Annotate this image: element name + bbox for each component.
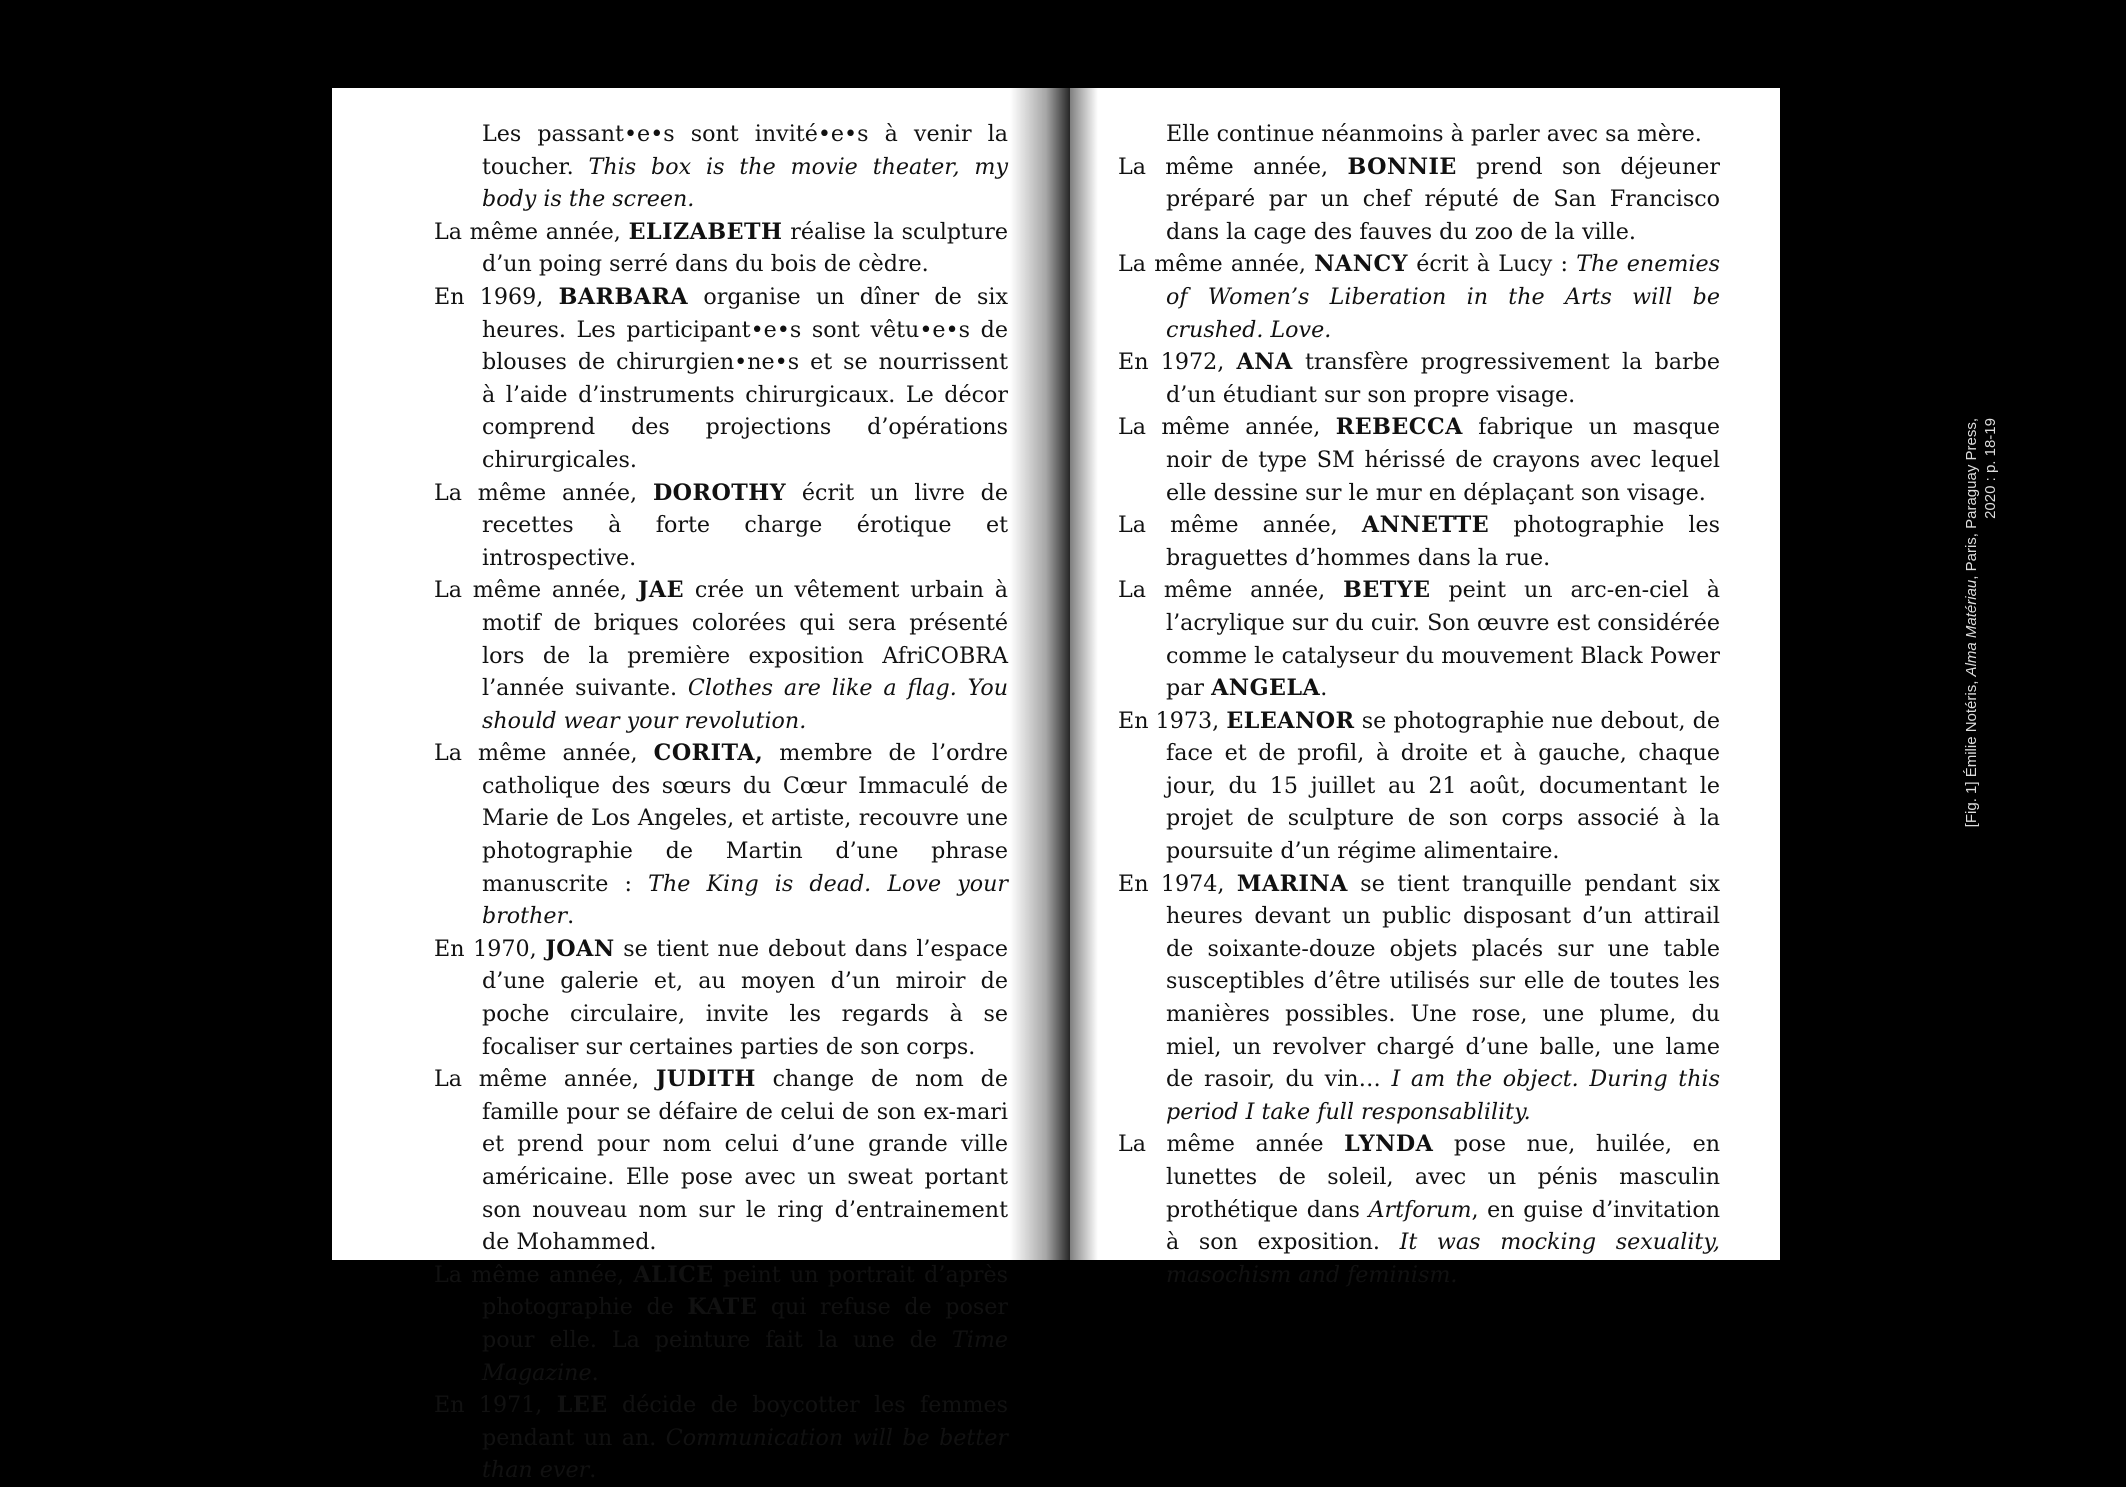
- entry-text: écrit à Lucy :: [1408, 251, 1577, 278]
- artist-name: ANNETTE: [1361, 512, 1490, 539]
- entry-text: prend son déjeuner préparé par un chef réputé de San Francisco dans la cage des fauves du zoo de la ville.: [1166, 153, 1720, 245]
- artist-name: BETYE: [1343, 577, 1431, 604]
- quote-text: Communication will be better than ever: [482, 1424, 1008, 1484]
- entry-text: En 1970,: [434, 935, 546, 962]
- timeline-entry: [434, 574, 1008, 737]
- timeline-entry: [434, 737, 1008, 933]
- entry-text: change de nom de famille pour se défaire de celui de son ex-mari et prend pour nom celui d’une grande ville américaine. Elle pose avec un sweat portant son nouveau nom sur le ring d’entrainement de Mohammed.: [482, 1066, 1008, 1256]
- timeline-entry: [1118, 151, 1720, 249]
- timeline-entry: [1118, 411, 1720, 509]
- entry-text: La même année,: [434, 740, 654, 767]
- entry-text: se tient nue debout dans l’espace d’une galerie et, au moyen d’un miroir de poche circulaire, invite les regards à se focaliser sur certaines parties de son corps.: [482, 935, 1008, 1060]
- entry-text: La même année,: [1118, 251, 1315, 278]
- entry-text: , en guise d’invitation à son exposition.: [1166, 1196, 1720, 1256]
- entry-text: La même année,: [1118, 577, 1344, 604]
- entry-text: fabrique un masque noir de type SM hérissé de crayons avec lequel elle dessine sur le mur en déplaçant son visage.: [1166, 414, 1720, 506]
- quote-text: The enemies of Women’s Liberation in the Arts will be crushed. Love.: [1166, 251, 1720, 343]
- quote-text: Time Magazine: [482, 1326, 1008, 1386]
- entry-text: La même année,: [434, 1066, 656, 1093]
- caption-prefix: [Fig. 1] Émilie Notéris,: [1963, 676, 1980, 828]
- entry-text: réalise la sculpture d’un poing serré dans du bois de cèdre.: [482, 218, 1008, 278]
- timeline-entry: [434, 1389, 1008, 1487]
- timeline-entry: [434, 933, 1008, 1063]
- entry-text: membre de l’ordre catholique des sœurs du Cœur Immaculé de Marie de Los Angeles, et artiste, recouvre une photographie de Martin d’une phrase manuscrite :: [482, 740, 1008, 897]
- timeline-entry: [1118, 346, 1720, 411]
- entry-text: .: [1320, 675, 1328, 702]
- artist-name: ELIZABETH: [628, 218, 783, 245]
- timeline-entry: [1118, 705, 1720, 868]
- entry-text: En 1973,: [1118, 707, 1227, 734]
- artist-name: CORITA,: [653, 740, 764, 767]
- entry-text: La même année: [1118, 1131, 1345, 1158]
- artist-name: LYNDA: [1344, 1131, 1434, 1158]
- timeline-entry: [434, 1063, 1008, 1259]
- artist-name: JOAN: [545, 935, 615, 962]
- quote-text: The King is dead. Love your brother: [482, 870, 1008, 930]
- quote-text: This box is the movie theater, my body is the screen.: [482, 153, 1009, 213]
- caption-suffix: , Paris, Paraguay Press, 2020 : p. 18-19: [1963, 418, 1999, 580]
- entry-text: se photographie nue debout, de face et de profil, à droite et à gauche, chaque jour, du 15 juillet au 21 août, documentant le projet de sculpture de son corps associé à la poursuite d’un régime alimentaire.: [1166, 707, 1720, 865]
- entry-text: La même année,: [1118, 414, 1336, 441]
- gutter-shadow: [1070, 88, 1098, 1260]
- entry-text: écrit un livre de recettes à forte charge érotique et introspective.: [482, 479, 1008, 571]
- artist-name: ALICE: [633, 1261, 714, 1288]
- right-page-text: [1118, 118, 1720, 1291]
- artist-name: JUDITH: [655, 1066, 756, 1093]
- artist-name: ELEANOR: [1226, 707, 1355, 734]
- entry-text: La même année,: [434, 218, 629, 245]
- caption-title: Alma Matériau: [1963, 579, 1980, 677]
- timeline-entry: [1118, 509, 1720, 574]
- entry-text: .: [589, 1457, 597, 1484]
- entry-text: se tient tranquille pendant six heures devant un public disposant d’un attirail de soixante-douze objets placés sur une table susceptibles d’être utilisés sur elle de toutes les manières possibles. Une rose, une plume, du miel, un revolver chargé d’une balle, une lame de rasoir, du vin…: [1166, 870, 1720, 1093]
- entry-text: photographie les braguettes d’hommes dans la rue.: [1166, 512, 1720, 571]
- artist-name: LEE: [556, 1392, 608, 1419]
- artist-name: KATE: [687, 1294, 758, 1321]
- entry-text: peint un portrait d’après photographie de: [482, 1261, 1008, 1321]
- timeline-entry: [1118, 868, 1720, 1129]
- artist-name: DOROTHY: [652, 479, 787, 506]
- left-page-text: [434, 118, 1008, 1487]
- artist-name: JAE: [637, 577, 684, 604]
- entry-text: La même année,: [434, 577, 638, 604]
- entry-text: La même année,: [1118, 512, 1362, 539]
- entry-text: En 1974,: [1118, 870, 1237, 897]
- entry-text: La même année,: [434, 479, 653, 506]
- right-page: [1070, 88, 1780, 1288]
- entry-text: La même année,: [1118, 153, 1348, 180]
- entry-text: peint un arc-en-ciel à l’acrylique sur du cuir. Son œuvre est considérée comme le catalyseur du mouvement Black Power par: [1166, 577, 1720, 702]
- timeline-entry: [1118, 574, 1720, 704]
- entry-text: .: [591, 1359, 599, 1386]
- figure-caption: [1962, 418, 2000, 838]
- gutter-shadow: [1010, 88, 1070, 1260]
- entry-text: La même année,: [434, 1261, 634, 1288]
- entry-text: Les passant•e•s sont invité•e•s à venir la toucher.: [482, 121, 1008, 180]
- quote-text: Clothes are like a flag. You should wear your revolution.: [482, 675, 1009, 734]
- artist-name: BONNIE: [1347, 153, 1457, 180]
- timeline-entry: [434, 477, 1008, 575]
- entry-text: En 1971,: [434, 1392, 557, 1419]
- entry-text: En 1969,: [434, 283, 559, 310]
- entry-text: pose nue, huilée, en lunettes de soleil, avec un pénis masculin prothétique dans: [1166, 1131, 1720, 1223]
- artist-name: ANA: [1236, 349, 1293, 376]
- entry-text: organise un dîner de six heures. Les participant•e•s sont vêtu•e•s de blouses de chirurgien•ne•s et se nourrissent à l’aide d’instruments chirurgicaux. Le décor comprend des projections d’opérations chirurgicales.: [482, 283, 1008, 473]
- continued-paragraph: [1118, 118, 1720, 151]
- quote-text: Artforum: [1368, 1196, 1472, 1223]
- continued-paragraph: [434, 118, 1008, 216]
- artist-name: BARBARA: [558, 283, 689, 310]
- artist-name: ANGELA: [1211, 675, 1321, 702]
- entry-text: Elle continue néanmoins à parler avec sa mère.: [1166, 121, 1702, 147]
- artist-name: REBECCA: [1335, 414, 1463, 441]
- timeline-entry: [434, 1259, 1008, 1389]
- entry-text: décide de boycotter les femmes pendant un an.: [482, 1392, 1008, 1451]
- timeline-entry: [434, 216, 1008, 281]
- timeline-entry: [434, 281, 1008, 477]
- quote-text: It was mocking sexuality, masochism and feminism.: [1166, 1229, 1720, 1288]
- left-page: [332, 88, 1070, 1484]
- entry-text: crée un vêtement urbain à motif de briques colorées qui sera présenté lors de la première exposition AfriCOBRA l’année suivante.: [482, 577, 1008, 702]
- entry-text: .: [567, 903, 575, 930]
- timeline-entry: [1118, 1128, 1720, 1291]
- artist-name: NANCY: [1314, 251, 1409, 278]
- quote-text: I am the object. During this period I take full responsablility.: [1166, 1066, 1720, 1125]
- timeline-entry: [1118, 248, 1720, 346]
- entry-text: transfère progressivement la barbe d’un étudiant sur son propre visage.: [1166, 349, 1720, 408]
- artist-name: MARINA: [1236, 870, 1348, 897]
- entry-text: En 1972,: [1118, 349, 1237, 376]
- entry-text: qui refuse de poser pour elle. La peinture fait la une de: [482, 1294, 1008, 1353]
